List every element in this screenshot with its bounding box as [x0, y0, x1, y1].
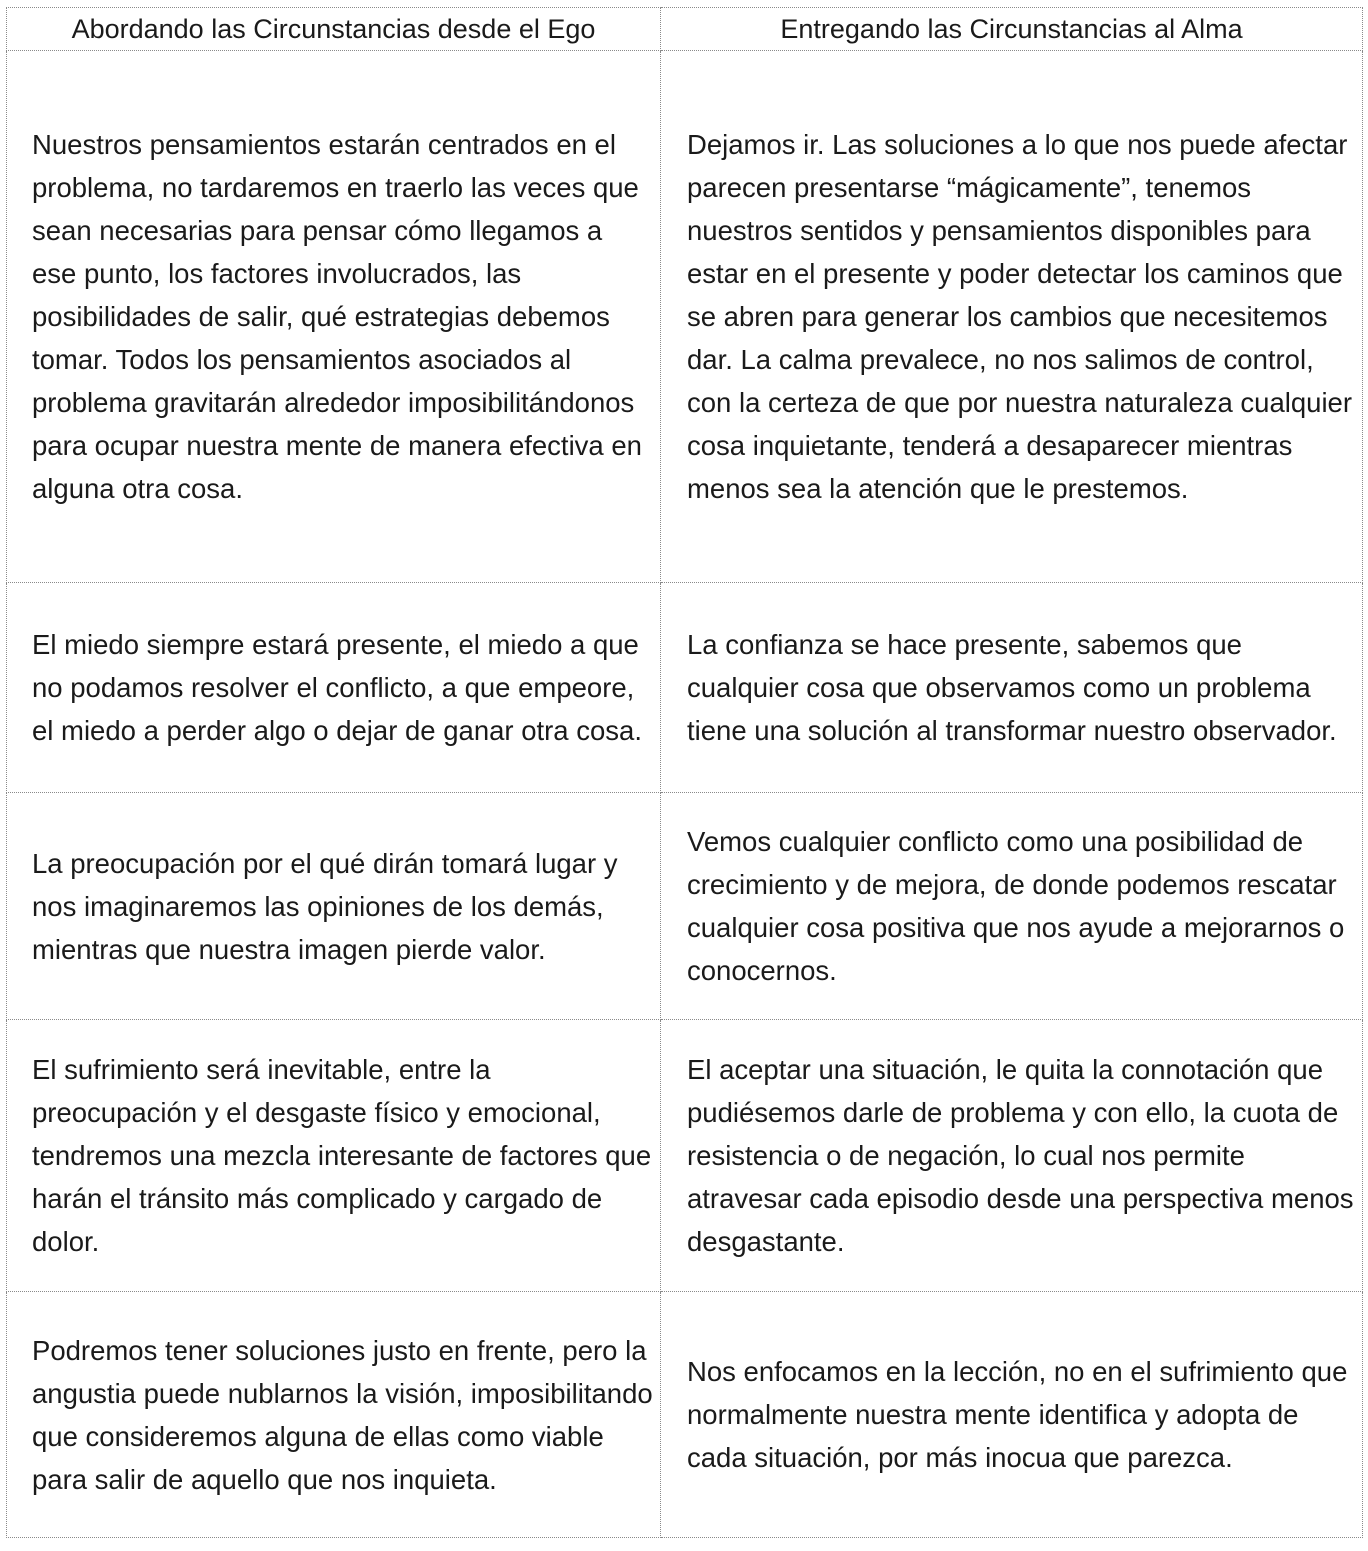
header-row: [7, 8, 1363, 51]
cell-alma: Nos enfocamos en la lección, no en el sufrimiento que normalmente nuestra mente identifica y adopta de cada situación, por más inocua que parezca.: [661, 1292, 1363, 1538]
cell-ego: Nuestros pensamientos estarán centrados en el problema, no tardaremos en traerlo las veces que sean necesarias para pensar cómo llegamos a ese punto, los factores involucrados, las posibilidades de salir, qué estrategias debemos tomar. Todos los pensamientos asociados al problema gravitarán alrededor imposibilitándonos para ocupar nuestra mente de manera efectiva en alguna otra cosa.: [7, 51, 661, 583]
table-row: [7, 793, 1363, 1020]
table-row: [7, 51, 1363, 583]
cell-ego: La preocupación por el qué dirán tomará lugar y nos imaginaremos las opiniones de los demás, mientras que nuestra imagen pierde valor.: [7, 793, 661, 1020]
cell-alma: Dejamos ir. Las soluciones a lo que nos puede afectar parecen presentarse “mágicamente”, tenemos nuestros sentidos y pensamientos disponibles para estar en el presente y poder detectar los caminos que se abren para generar los cambios que necesitemos dar. La calma prevalece, no nos salimos de control, con la certeza de que por nuestra naturaleza cualquier cosa inquietante, tenderá a desaparecer mientras menos sea la atención que le prestemos.: [661, 51, 1363, 583]
table-row: [7, 583, 1363, 793]
cell-alma: La confianza se hace presente, sabemos que cualquier cosa que observamos como un problema tiene una solución al transformar nuestro observador.: [661, 583, 1363, 793]
comparison-table: [6, 7, 1363, 1538]
table-row: [7, 1020, 1363, 1292]
header-alma: Entregando las Circunstancias al Alma: [661, 8, 1363, 51]
cell-ego: El sufrimiento será inevitable, entre la preocupación y el desgaste físico y emocional, tendremos una mezcla interesante de factores que harán el tránsito más complicado y cargado de dolor.: [7, 1020, 661, 1292]
cell-alma: El aceptar una situación, le quita la connotación que pudiésemos darle de problema y con ello, la cuota de resistencia o de negación, lo cual nos permite atravesar cada episodio desde una perspectiva menos desgastante.: [661, 1020, 1363, 1292]
table-row: [7, 1292, 1363, 1538]
cell-ego: Podremos tener soluciones justo en frente, pero la angustia puede nublarnos la visión, imposibilitando que consideremos alguna de ellas como viable para salir de aquello que nos inquieta.: [7, 1292, 661, 1538]
header-ego: Abordando las Circunstancias desde el Ego: [7, 8, 661, 51]
cell-ego: El miedo siempre estará presente, el miedo a que no podamos resolver el conflicto, a que empeore, el miedo a perder algo o dejar de ganar otra cosa.: [7, 583, 661, 793]
document-page: [6, 7, 1362, 1538]
cell-alma: Vemos cualquier conflicto como una posibilidad de crecimiento y de mejora, de donde podemos rescatar cualquier cosa positiva que nos ayude a mejorarnos o conocernos.: [661, 793, 1363, 1020]
